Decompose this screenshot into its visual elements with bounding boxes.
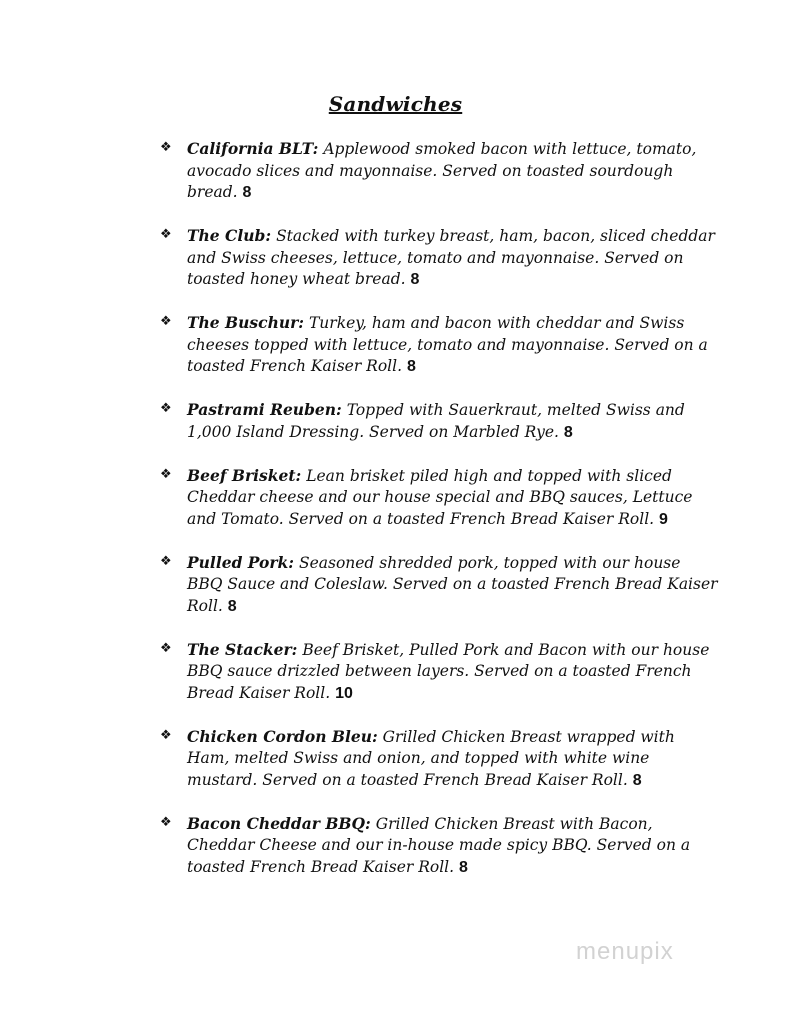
menu-item-description: Topped with Sauerkraut, melted Swiss and 1,000 Island Dressing. Served on Marbled Rye.	[187, 401, 685, 441]
menu-item-name: Beef Brisket:	[187, 465, 302, 485]
menu-item-name: The Buschur:	[187, 313, 305, 332]
menu-item-price: 8	[632, 771, 642, 789]
menu-item-text	[187, 813, 720, 879]
menu-item	[160, 225, 720, 291]
menu-item-description: Stacked with turkey breast, ham, bacon, sliced cheddar and Swiss cheeses, lettuce, tomato and mayonnaise. Served on toasted honey wheat bread.	[187, 227, 715, 288]
menupix-watermark: menupix	[576, 938, 674, 965]
menu-item-text	[187, 639, 720, 705]
menu-item-text	[187, 465, 720, 531]
diamond-bullet-icon: ❖	[160, 314, 172, 329]
diamond-bullet-icon: ❖	[160, 401, 172, 416]
diamond-bullet-icon: ❖	[160, 727, 172, 743]
menu-item	[160, 465, 720, 531]
menu-item-price: 8	[242, 184, 252, 201]
menu-item	[160, 639, 720, 705]
menu-item-name: Pastrami Reuben:	[187, 400, 342, 419]
menu-item	[160, 552, 720, 618]
menu-item-price: 8	[227, 597, 237, 615]
menu-section-title: Sandwiches	[328, 92, 463, 116]
menu-item-list	[160, 138, 720, 900]
menu-item	[160, 312, 720, 378]
menu-item-text	[187, 138, 720, 204]
menu-item-price: 10	[335, 684, 353, 702]
menu-item-name: California BLT:	[187, 139, 319, 158]
menu-item-name: Bacon Cheddar BBQ:	[187, 813, 371, 833]
menu-item	[160, 399, 720, 443]
menu-item-description: Grilled Chicken Breast with Bacon, Cheddar Cheese and our in-house made spicy BBQ. Served on a toasted French Bread Kaiser Roll.	[187, 814, 691, 876]
menu-item-description: Applewood smoked bacon with lettuce, tomato, avocado slices and mayonnaise. Served on toasted sourdough bread.	[187, 140, 697, 201]
menu-item-text	[187, 552, 720, 618]
diamond-bullet-icon: ❖	[160, 640, 172, 656]
diamond-bullet-icon: ❖	[160, 227, 172, 242]
menu-item-name: Pulled Pork:	[187, 552, 295, 572]
menu-item-description: Turkey, ham and bacon with cheddar and Swiss cheeses topped with lettuce, tomato and mayonnaise. Served on a toasted French Kaiser Roll.	[187, 314, 708, 375]
menu-item	[160, 138, 720, 204]
menu-item-name: The Club:	[187, 226, 272, 245]
menu-item-name: Chicken Cordon Bleu:	[187, 726, 378, 746]
menu-item-price: 8	[410, 271, 420, 288]
menu-item-text	[187, 399, 720, 443]
menu-item-price: 8	[563, 423, 573, 441]
menu-item-text	[187, 225, 720, 291]
diamond-bullet-icon: ❖	[160, 140, 172, 155]
menu-item-description: Seasoned shredded pork, topped with our house BBQ Sauce and Coleslaw. Served on a toasted French Bread Kaiser Roll.	[187, 553, 718, 615]
diamond-bullet-icon: ❖	[160, 466, 172, 482]
menu-item-name: The Stacker:	[187, 639, 298, 659]
menu-item-price: 8	[406, 358, 416, 375]
menu-item	[160, 726, 720, 792]
menu-item-description: Grilled Chicken Breast wrapped with Ham, melted Swiss and onion, and topped with white wine mustard. Served on a toasted French Bread Kaiser Roll.	[187, 727, 675, 789]
menu-item-text	[187, 312, 720, 378]
menu-item	[160, 813, 720, 879]
diamond-bullet-icon: ❖	[160, 814, 172, 830]
menu-item-price: 9	[659, 510, 668, 528]
menu-item-text	[187, 726, 720, 792]
menu-item-description: Beef Brisket, Pulled Pork and Bacon with our house BBQ sauce drizzled between layers. Served on a toasted French Bread Kaiser Roll.	[187, 640, 710, 702]
diamond-bullet-icon: ❖	[160, 553, 172, 569]
menu-item-price: 8	[459, 858, 468, 876]
menu-item-description: Lean brisket piled high and topped with sliced Cheddar cheese and our house special and BBQ sauces, Lettuce and Tomato. Served on a toasted French Bread Kaiser Roll.	[187, 466, 693, 528]
